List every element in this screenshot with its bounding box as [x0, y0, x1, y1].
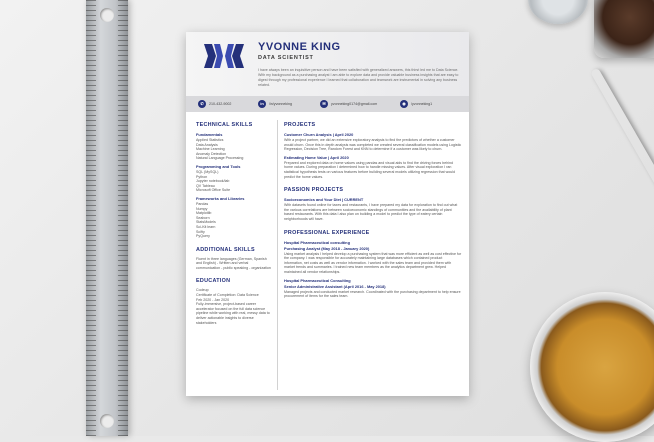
contact-email [320, 100, 377, 108]
contact-linkedin [258, 100, 292, 108]
experience-text: Using market analysis I helped develop a purchasing system that was more efficient as well as cost effective for the company. I was responsible for accurately maintaining large databases which contained product information, net costs as well as vendor information. I worked with the sales team and provided them with market trends and summaries. I trained new team members as the analytics department grew. Helped maintained all vendor relationships. [284, 251, 462, 274]
skill-group-title: Programming and Tools [196, 163, 241, 169]
section-heading: PROJECTS [284, 122, 316, 128]
resume-page [186, 32, 469, 396]
contact-bar [186, 96, 469, 112]
skill-group-title: Fundamentals [196, 132, 223, 137]
linkedin-icon: in [258, 100, 266, 108]
resume-title: DATA SCIENTIST [258, 55, 314, 61]
skill-group-title: Frameworks and Libraries [196, 195, 245, 201]
project-title: Estimating Home Value | April 2020 [284, 154, 349, 160]
experience-role: Senior Administrative Assistant (April 2016 - May 2018) [284, 283, 386, 289]
section-heading: EDUCATION [196, 278, 231, 285]
contact-text: /in/yvonneking [269, 102, 292, 106]
section-heading: PROFESSIONAL EXPERIENCE [284, 229, 370, 236]
resume-header [186, 32, 469, 96]
project-text: Prepared and explored data on home values using pandas and visual aids to find the driving forces behind home values. During preparation I determined how to handle missing values. After visual exploration I ran statistical hypothesis tests on various features before building several models utilizing regression that would predict the home values. [284, 160, 455, 179]
skill-group-items: SQL (MySQL) Python Jupyter notebook/lab QV Tableau Microsoft Office Suite [196, 169, 231, 193]
section-heading: TECHNICAL SKILLS [196, 122, 253, 128]
phone-icon: ✆ [198, 100, 206, 108]
resume-name: YVONNE KING [258, 41, 341, 53]
project-title: Socioeconomics and Your Diet | CURRENT [284, 197, 364, 203]
contact-text: yvonneking0174@gmail.com [331, 102, 378, 106]
project-title: Customer Churn Analysis | April 2020 [284, 132, 354, 137]
experience-company: Hospital Pharmaceutical Consulting [284, 277, 351, 283]
section-heading: PASSION PROJECTS [284, 187, 344, 194]
section-heading: ADDITIONAL SKILLS [196, 246, 255, 253]
email-icon: ✉ [320, 100, 328, 108]
ruler-hole [100, 8, 114, 22]
contact-phone [198, 100, 231, 108]
experience-section [284, 230, 462, 299]
experience-text: Managed projects and conducted market research. Coordinated with the purchasing department to help ensure procurement of items for the sales team. [284, 289, 461, 299]
education-section [196, 278, 272, 325]
contact-text: 210-432-9002 [209, 102, 232, 106]
skill-group-items: Pandas Numpy Matplotlib Seaborn StatsModels Sci-Kit learn Scifty PyQuery [196, 201, 216, 239]
contact-github [400, 100, 432, 108]
ruler-ticks [86, 0, 128, 436]
technical-skills-section [196, 122, 272, 239]
experience-role: Purchasing Analyst (May 2018 - January 2020) [284, 245, 370, 251]
resume-intro: I have always been an inquisitive person and have been satisfied with generalized answers, this thirst led me to Data Science. With my background as a purchasing analyst I am able to explore data and provide valuable business insights that are easy to digest through my professional experience I learned that collaboration and teamwork are instrumental in solving any business related. [258, 68, 459, 87]
additional-skills-section [196, 247, 272, 271]
skill-group-items: Applied Statistics Data Analysis Machine Learning Anomaly Detection Natural Language Processing [196, 138, 244, 161]
coffee-beans-jar [594, 0, 654, 58]
education-text: Codeup Certificate of Completion: Data Science Feb 2020 - Jan 2020 Fully-immersive, project-based career accelerator focused on the full data science pipeline while working with real, messy data to deliver actionable insights to diverse stakeholders [196, 288, 270, 325]
ruler [86, 0, 128, 436]
right-column [284, 122, 462, 307]
ruler-hole [100, 414, 114, 428]
project-text: With a project partner, we did an extensive exploratory analysis to find the predictors of whether a customer would churn. Once this in depth analysis was completed we created several classification models using Logistic Regression, Decision Tree, Random Forest and KNN to determine if a customer was likely to churn. [284, 138, 462, 152]
additional-skills-text: Fluent in three languages (German, Spanish and English) - Written and verbal communication - public speaking - organization [196, 256, 271, 270]
github-icon: ◉ [400, 100, 408, 108]
passion-projects-section [284, 187, 462, 221]
logo-icon [204, 42, 244, 72]
left-column [196, 122, 272, 333]
projects-section [284, 122, 462, 179]
experience-company: Hospital Pharmaceutical consulting [284, 239, 350, 245]
contact-text: /yvonneking1 [411, 102, 433, 106]
project-text: With datasets found online for taxes and restaurants, I have prepared my data for exploration to find out what the various correlations are between socioeconomic standings of communities and the availability of plant based restaurants. With this data I also plan on building a model to predict the type of eatery certain neighborhoods will have. [284, 203, 458, 221]
column-divider [277, 120, 278, 390]
